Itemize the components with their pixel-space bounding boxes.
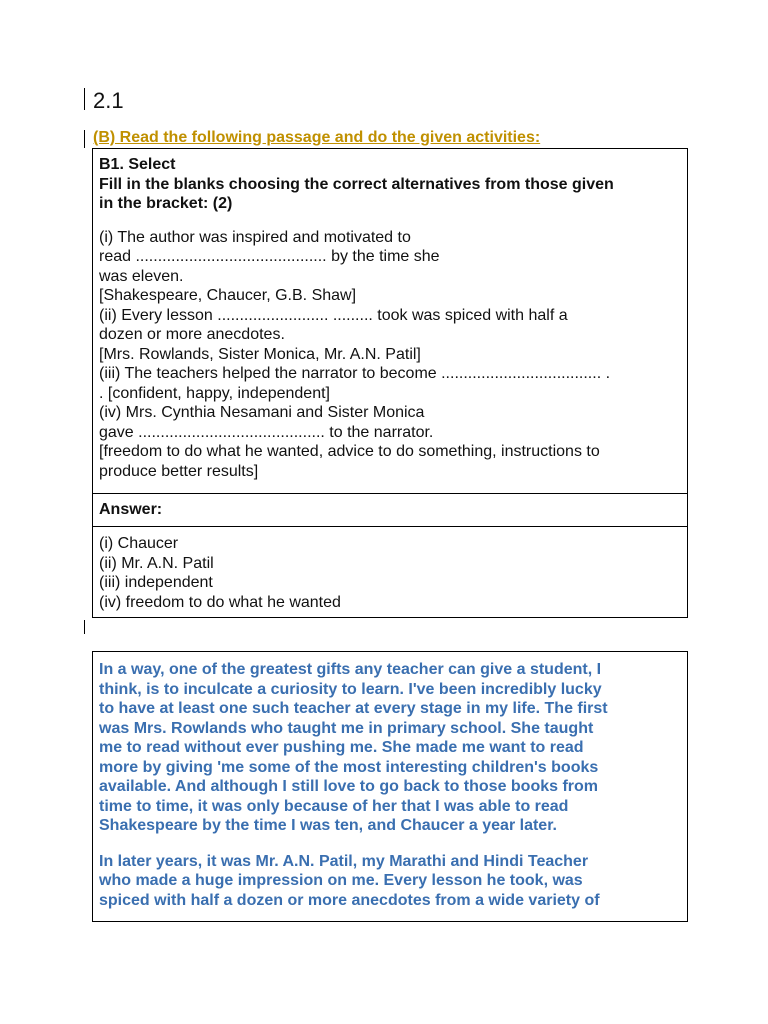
question-line: [freedom to do what he wanted, advice to do something, instructions to (99, 443, 600, 460)
passage-line: me to read without ever pushing me. She made me want to read (99, 739, 584, 756)
question-instruction-line: Fill in the blanks choosing the correct alternatives from those given (99, 175, 614, 193)
passage-line: spiced with half a dozen or more anecdotes from a wide variety of (99, 891, 600, 909)
question-instruction-line: in the bracket: (2) (99, 195, 233, 212)
answer-item: (iv) freedom to do what he wanted (99, 593, 341, 611)
answer-label: Answer: (99, 501, 163, 518)
section-heading: (B) Read the following passage and do the given activities: (93, 129, 541, 146)
passage-line: In later years, it was Mr. A.N. Patil, my Marathi and Hindi Teacher (99, 852, 589, 870)
answer-label-cell (93, 493, 687, 526)
answer-item: (iii) independent (99, 574, 213, 591)
passage-paragraph-2 (99, 852, 681, 911)
question-line: (iv) Mrs. Cynthia Nesamani and Sister Monica (99, 404, 425, 421)
text-cursor-marker (84, 88, 85, 110)
passage-line: who made a huge impression on me. Every lesson he took, was (99, 872, 583, 889)
question-line: read ........................................... by the time she (99, 248, 440, 265)
passage-line: to have at least one such teacher at every stage in my life. The first (99, 700, 608, 717)
passage-paragraph-1 (99, 660, 681, 836)
question-line: was eleven. (99, 267, 184, 285)
passage-line: In a way, one of the greatest gifts any teacher can give a student, I (99, 661, 602, 678)
passage-line: more by giving 'me some of the most interesting children's books (99, 758, 599, 776)
question-line: (ii) Every lesson ......................... ......... took was spiced with half a (99, 306, 568, 324)
question-line: dozen or more anecdotes. (99, 326, 285, 343)
passage-line: available. And although I still love to go back to those books from (99, 778, 599, 795)
question-title: B1. Select (99, 156, 176, 173)
question-line: (i) The author was inspired and motivated to (99, 228, 411, 246)
question-line: [Mrs. Rowlands, Sister Monica, Mr. A.N. Patil] (99, 345, 421, 363)
passage-line: time to time, it was only because of her that I was able to read (99, 797, 569, 815)
question-line: (iii) The teachers helped the narrator to become .................................... . (99, 365, 611, 382)
question-line: gave .......................................... to the narrator. (99, 423, 434, 441)
passage-box (92, 651, 688, 922)
question-table (92, 148, 688, 618)
question-line: . [confident, happy, independent] (99, 384, 330, 402)
question-line: produce better results] (99, 462, 259, 480)
text-cursor-marker (84, 130, 85, 148)
passage-line: Shakespeare by the time I was ten, and Chaucer a year later. (99, 817, 557, 834)
passage-line: think, is to inculcate a curiosity to learn. I've been incredibly lucky (99, 680, 602, 698)
passage-line: was Mrs. Rowlands who taught me in primary school. She taught (99, 719, 594, 737)
answer-cell (93, 526, 687, 617)
question-cell (93, 149, 687, 493)
question-line: [Shakespeare, Chaucer, G.B. Shaw] (99, 287, 357, 304)
text-cursor-marker (84, 620, 85, 634)
answer-item: (i) Chaucer (99, 535, 179, 552)
answer-item: (ii) Mr. A.N. Patil (99, 554, 214, 572)
section-number: 2.1 (93, 88, 124, 113)
